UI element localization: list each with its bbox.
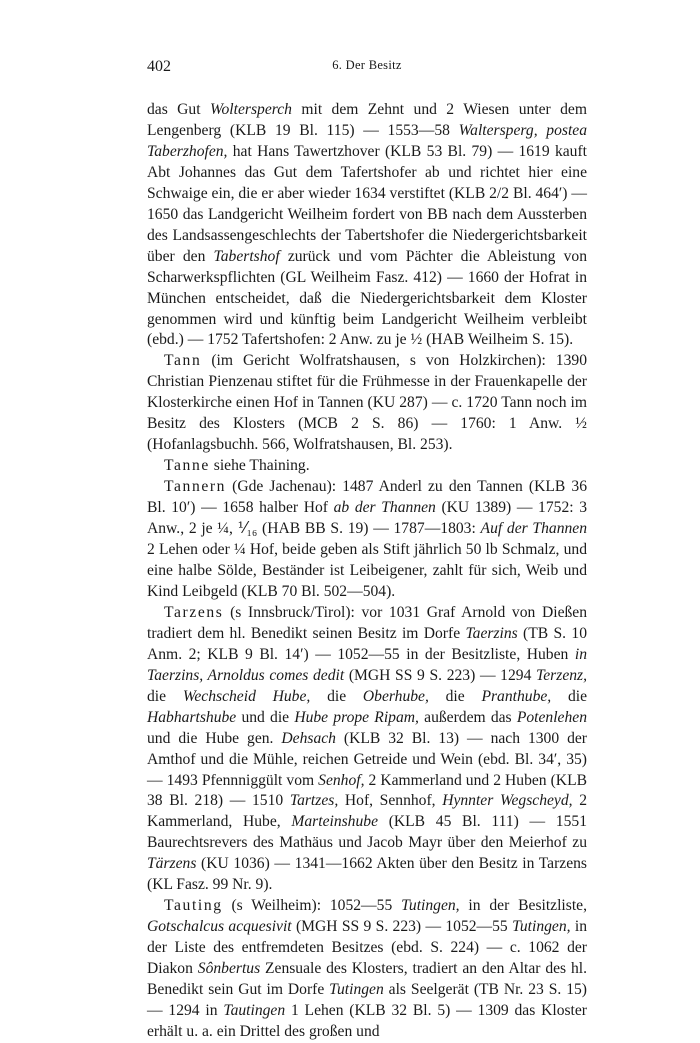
italic-run: Habhartshube: [147, 708, 237, 726]
text-run: (KU 1036) — 1341—1662 Akten über den Besitz in Tarzens (KL Fasz. 99 Nr. 9).: [147, 855, 587, 894]
italic-run: Tartzes,: [289, 792, 339, 810]
italic-run: Tutingen: [329, 981, 384, 999]
text-run: (MGH SS 9 S. 223) — 1052—55: [291, 918, 513, 936]
text-run: als Seelgerät (TB Nr. 23 S. 15) — 1294 in: [147, 981, 587, 1019]
italic-run: Dehsach: [281, 729, 336, 747]
text-run: Hof, Sennhof,: [338, 792, 443, 810]
text-run: (Gde Jachenau): 1487 Anderl zu den Tannen (KLB 36 Bl. 10′) — 1658 halber Hof: [147, 478, 587, 517]
text-run: das Gut: [147, 101, 210, 118]
text-run: (KU 1389) — 1752: 3 Anw., 2 je ¼, ⅟₁₆ (HAB BB S. 19) — 1787—1803:: [147, 499, 588, 538]
italic-run: Tutingen,: [512, 918, 571, 936]
paragraph: [147, 100, 587, 351]
text-run: und die Hube gen.: [147, 729, 282, 747]
italic-run: Waltersperg, postea Taberzhofen,: [147, 121, 587, 160]
text-run: siehe Thaining.: [209, 457, 310, 475]
text-run: hat Hans Tawertzhover (KLB 53 Bl. 79) — 1619 kauft Abt Johannes das Gut dem Tafertshofer ab und richtet hier eine Schwaige ein, die er aber wieder 1634 verstiftet (KLB 2/2 Bl. 464′) — 1650 das Landgericht Weilheim fordert von BB nach dem Aussterben des Landsassengeschlechts der Tabertshofer die Niedergerichtsbarkeit über den: [147, 142, 587, 265]
paragraph: [147, 456, 587, 477]
text-run: die: [310, 687, 363, 705]
text-run: und die: [236, 708, 295, 726]
text-run: Zensuale des Klosters, tradiert an den Altar des hl. Benedikt sein Gut im Dorfe: [147, 960, 587, 999]
italic-run: Marteinshube: [291, 813, 378, 831]
running-head: 6. Der Besitz: [332, 58, 402, 72]
text-run: 2 Kammerland, Hube,: [147, 792, 588, 831]
text-run: 2 Lehen oder ¼ Hof, beide geben als Stift jährlich 50 lb Schmalz, und eine halbe Sölde, Beständer ist Leibeigener, zahlt für sich, Weib und Kind Leibgeld (KLB 70 Bl. 502—504).: [147, 541, 587, 600]
entry-headword: Tanne: [164, 457, 210, 475]
text-run: (MGH SS 9 S. 223) — 1294: [344, 666, 537, 684]
entry-headword: Tannern: [164, 478, 227, 496]
italic-run: Pranthube,: [481, 687, 552, 705]
text-run: in der Liste des entfremdeten Besitzes (ebd. S. 224) — c. 1062 der Diakon: [147, 918, 587, 978]
text-run: in der Besitzliste,: [459, 897, 587, 915]
italic-run: Hynnter Wegscheyd,: [442, 792, 573, 810]
text-run: (s Innsbruck/Tirol): vor 1031 Graf Arnold von Dießen tradiert dem hl. Benedikt seinen Besitz im Dorfe: [147, 603, 587, 642]
italic-run: Tutingen,: [401, 897, 460, 915]
paragraph: [147, 477, 587, 603]
body-text: [147, 100, 587, 1043]
text-run: die: [428, 687, 482, 705]
text-run: mit dem Zehnt und 2 Wiesen unter dem Lengenberg (KLB 19 Bl. 115) — 1553—58: [147, 101, 587, 139]
text-run: zurück und vom Pächter die Ableistung von Scharwerkspflichten (GL Weilheim Fasz. 412) — 1660 der Hofrat in München entscheidet, daß die Niedergerichtsbarkeit dem Kloster genommen wird und künftig beim Landgericht Weilheim verbleibt (ebd.) — 1752 Tafertshofen: 2 Anw. zu je ½ (HAB Weilheim S. 15).: [147, 247, 587, 349]
italic-run: Hube prope Ripam,: [294, 708, 419, 726]
text-run: außerdem das: [418, 708, 517, 726]
italic-run: Potenlehen: [516, 708, 587, 726]
italic-run: Sônbertus: [197, 960, 261, 978]
italic-run: Tärzens: [147, 855, 197, 873]
italic-run: in Taerzins, Arnoldus comes dedit: [147, 645, 587, 684]
text-run: die: [551, 687, 588, 705]
italic-run: Woltersperch: [209, 101, 292, 118]
italic-run: Gotschalcus acquesivit: [147, 918, 292, 936]
paragraph: [147, 603, 587, 896]
italic-run: Wechscheid Hube,: [182, 687, 311, 705]
italic-run: ab der Thannen: [333, 499, 436, 517]
italic-run: Senhof,: [318, 771, 365, 789]
text-run: (KLB 32 Bl. 13) — nach 1300 der Amthof und die Mühle, reichen Getreide und Wein (ebd. Bl. 34′, 35) — 1493 Pfennniggült vom: [147, 729, 587, 789]
italic-run: Tautingen: [223, 1001, 286, 1019]
entry-headword: Tarzens: [164, 603, 224, 621]
text-run: (s Weilheim): 1052—55: [222, 897, 402, 915]
page-header: [147, 58, 587, 82]
text-run: (TB S. 10 Anm. 2; KLB 9 Bl. 14′) — 1052—55 in der Besitzliste, Huben: [147, 624, 587, 663]
entry-headword: Tauting: [164, 897, 223, 915]
italic-run: Taerzins: [465, 624, 518, 642]
text-run: (KLB 45 Bl. 111) — 1551 Baurechtsrevers des Mathäus und Jacob Mayr über den Meierhof zu: [147, 813, 587, 852]
text-run: 2 Kammerland und 2 Huben (KLB 38 Bl. 218) — 1510: [147, 771, 587, 810]
text-run: die: [147, 687, 183, 705]
italic-run: Auf der Thannen: [480, 520, 588, 538]
entry-headword: Tann: [164, 352, 202, 370]
text-run: (im Gericht Wolfratshausen, s von Holzkirchen): 1390 Christian Pienzenau stiftet für die Frühmesse in der Frauenkapelle der Klosterkirche einen Hof in Tannen (KU 287) — c. 1720 Tann noch im Besitz des Klosters (MCB 2 S. 86) — 1760: 1 Anw. ½ (Hofanlagsbuchh. 566, Wolfratshausen, Bl. 253).: [147, 352, 587, 454]
text-run: 1 Lehen (KLB 32 Bl. 5) — 1309 das Kloster erhält u. a. ein Drittel des großen und: [147, 1001, 588, 1040]
italic-run: Terzenz,: [536, 666, 587, 684]
paragraph: [147, 896, 587, 1043]
page-number: 402: [147, 58, 171, 75]
italic-run: Oberhube,: [362, 687, 429, 705]
paragraph: [147, 351, 587, 456]
italic-run: Tabertshof: [213, 247, 280, 265]
